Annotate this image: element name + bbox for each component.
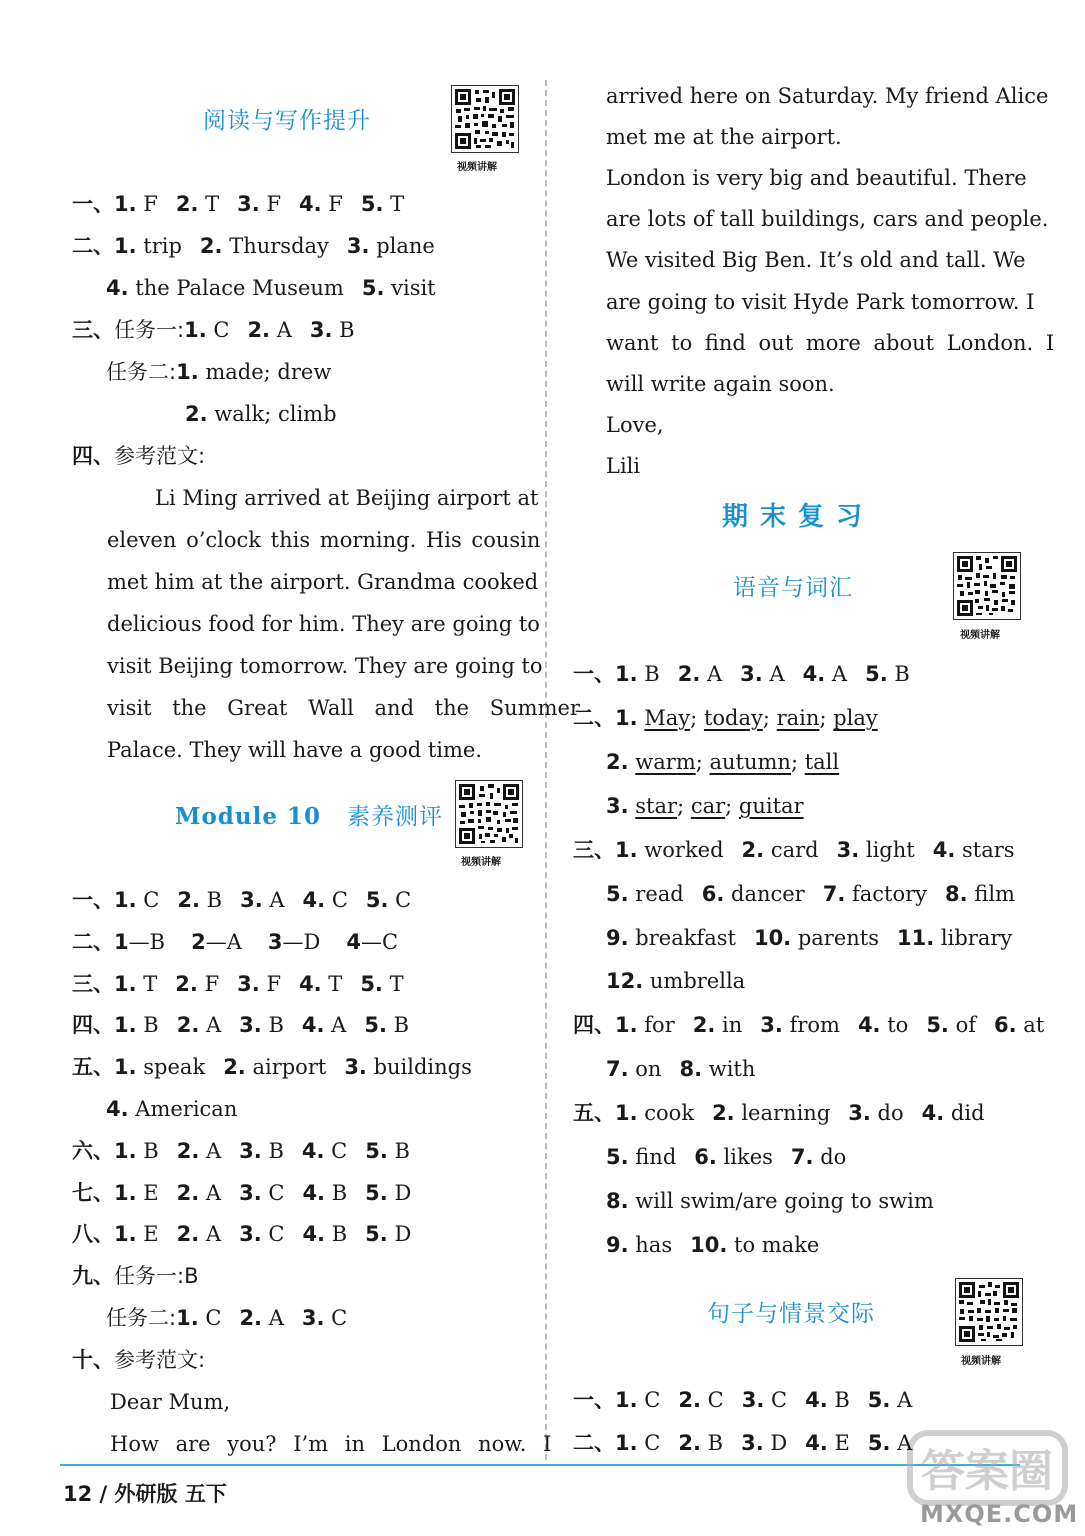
qr-code-icon[interactable] [955, 1278, 1023, 1346]
answer-row: 五、1. cook 2. learning 3. do 4. did [573, 1101, 985, 1125]
svg-text:答案圈: 答案圈 [921, 1446, 1053, 1497]
letter-line: Dear Mum, [110, 1390, 231, 1414]
answer-row: 一、1. F 2. T 3. F 4. F 5. T [72, 192, 405, 216]
letter-line: How are you? I’m in London now. I [110, 1432, 552, 1456]
answer-row: 2. warm; autumn; tall [606, 750, 840, 774]
essay-line: Palace. They will have a good time. [107, 738, 483, 762]
essay-line: visit the Great Wall and the Summer [107, 696, 580, 720]
page-footer: 12 / 外研版 五下 [63, 1482, 227, 1506]
essay-line: delicious food for him. They are going to [107, 612, 540, 636]
answer-row: 任务二:1. C 2. A 3. C [106, 1306, 348, 1330]
letter-line: will write again soon. [606, 372, 835, 396]
letter-line: Love, [606, 413, 664, 437]
footer-rule [60, 1464, 1020, 1466]
letter-line: met me at the airport. [606, 125, 842, 149]
essay-line: met him at the airport. Grandma cooked [107, 570, 539, 594]
answer-row: 三、1. T 2. F 3. F 4. T 5. T [72, 972, 404, 996]
answer-row: 4. American [106, 1097, 238, 1121]
section-title-phonics-vocab: 语音与词汇 [733, 575, 853, 601]
answer-row: 4. the Palace Museum 5. visit [106, 276, 436, 300]
essay-line: visit Beijing tomorrow. They are going to [107, 654, 543, 678]
answer-row: 二、1. May; today; rain; play [573, 706, 878, 730]
answer-row: 二、1—B 2—A 3—D 4—C [72, 930, 399, 954]
letter-line: want to find out more about London. I [606, 331, 1055, 355]
final-review-title: 期末复习 [722, 502, 875, 532]
answer-row: 5. find 6. likes 7. do [606, 1145, 847, 1169]
letter-line: arrived here on Saturday. My friend Alice [606, 84, 1049, 108]
answer-row: 三、任务一:1. C 2. A 3. B [72, 318, 355, 342]
answer-row: 四、1. for 2. in 3. from 4. to 5. of 6. at [573, 1013, 1045, 1037]
qr-caption: 视频讲解 [457, 162, 497, 173]
answer-row: 一、1. C 2. C 3. C 4. B 5. A [573, 1388, 913, 1412]
answer-row: 九、任务一:B [72, 1264, 199, 1288]
qr-code-icon[interactable] [455, 780, 523, 848]
qr-caption: 视频讲解 [961, 1356, 1001, 1367]
qr-caption: 视频讲解 [960, 630, 1000, 641]
answer-row: 任务二:1. made; drew [106, 360, 332, 384]
answer-row: 六、1. B 2. A 3. B 4. C 5. B [72, 1139, 410, 1163]
answer-row: 三、1. worked 2. card 3. light 4. stars [573, 838, 1015, 862]
answer-row: 二、1. trip 2. Thursday 3. plane [72, 234, 435, 258]
answer-row: 8. will swim/are going to swim [606, 1189, 934, 1213]
answer-row: 二、1. C 2. B 3. D 4. E 5. A [573, 1431, 913, 1455]
essay-line: eleven o’clock this morning. His cousin [107, 528, 541, 552]
answer-row: 3. star; car; guitar [606, 794, 804, 818]
letter-line: We visited Big Ben. It’s old and tall. We [606, 248, 1026, 272]
watermark-text: MXQE.COM [920, 1500, 1079, 1528]
qr-code-icon[interactable] [953, 552, 1021, 620]
answer-row: 四、参考范文: [72, 444, 206, 468]
answer-row: 12. umbrella [606, 969, 746, 993]
section-title-module-10: Module 10 素养测评 [175, 803, 443, 830]
letter-line: Lili [606, 454, 641, 478]
answer-row: 五、1. speak 2. airport 3. buildings [72, 1055, 472, 1079]
answer-row: 一、1. C 2. B 3. A 4. C 5. C [72, 888, 412, 912]
answer-row: 9. breakfast 10. parents 11. library [606, 926, 1013, 950]
answer-row: 十、参考范文: [72, 1348, 206, 1372]
answer-row: 2. walk; climb [185, 402, 337, 426]
section-title-sentences: 句子与情景交际 [707, 1301, 875, 1327]
answer-row: 5. read 6. dancer 7. factory 8. film [606, 882, 1015, 906]
section-title-reading-writing: 阅读与写作提升 [203, 108, 371, 134]
qr-code-icon[interactable] [451, 85, 519, 153]
answer-row: 七、1. E 2. A 3. C 4. B 5. D [72, 1181, 412, 1205]
letter-line: are lots of tall buildings, cars and people. [606, 207, 1049, 231]
letter-line: London is very big and beautiful. There [606, 166, 1027, 190]
answer-row: 八、1. E 2. A 3. C 4. B 5. D [72, 1222, 412, 1246]
answer-row: 9. has 10. to make [606, 1233, 820, 1257]
answer-row: 四、1. B 2. A 3. B 4. A 5. B [72, 1013, 410, 1037]
letter-line: are going to visit Hyde Park tomorrow. I [606, 290, 1035, 314]
column-divider [545, 80, 547, 1460]
answer-row: 一、1. B 2. A 3. A 4. A 5. B [573, 662, 910, 686]
essay-line: Li Ming arrived at Beijing airport at [155, 486, 539, 510]
qr-caption: 视频讲解 [461, 857, 501, 868]
answer-row: 7. on 8. with [606, 1057, 756, 1081]
